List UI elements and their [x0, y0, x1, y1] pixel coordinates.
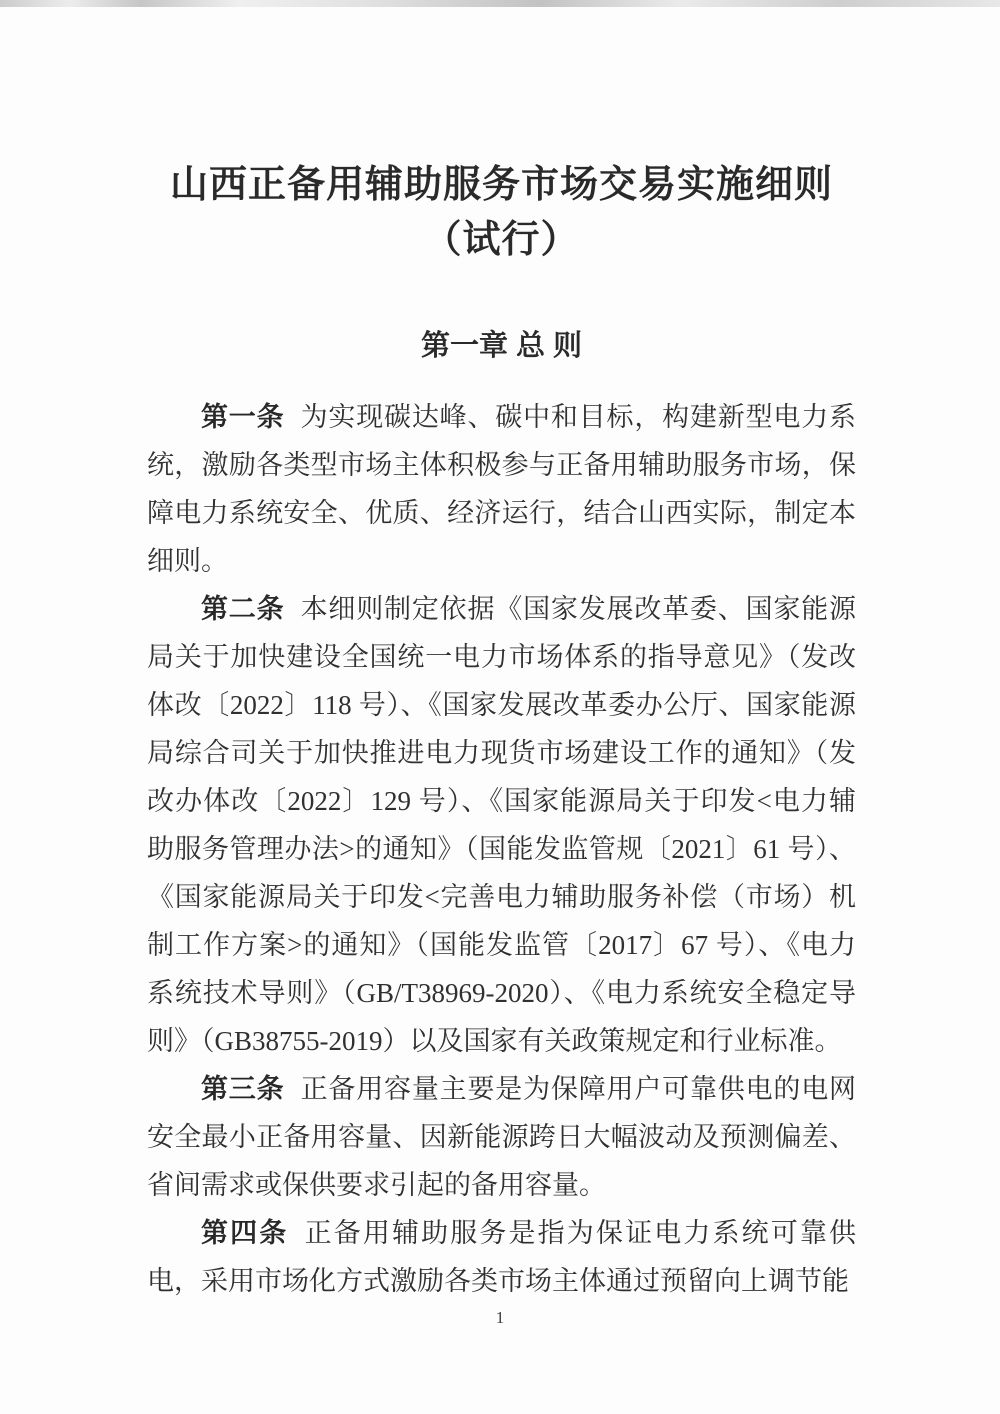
article-label-4: 第四条 — [201, 1218, 289, 1248]
chapter-heading: 第一章 总 则 — [420, 330, 583, 362]
article-text-1: 为实现碳达峰、碳中和目标，构建新型电力系统，激励各类型市场主体积极参与正备用辅助服务市场，保障电力系统安全、优质、经济运行，结合山西实际，制定本细则。 — [147, 402, 857, 576]
document-title-line1: 山西正备用辅助服务市场交易实施细则 — [169, 164, 833, 206]
article-text-4: 正备用辅助服务是指为保证电力系统可靠供电，采用市场化方式激励各类市场主体通过预留向上调节能 — [147, 1218, 857, 1296]
article-label-2: 第二条 — [201, 594, 285, 624]
article-text-3: 正备用容量主要是为保障用户可靠供电的电网安全最小正备用容量、因新能源跨日大幅波动及预测偏差、省间需求或保供要求引起的备用容量。 — [147, 1074, 857, 1200]
document-title — [147, 158, 856, 268]
article-paragraph-1 — [147, 393, 856, 585]
article-label-1: 第一条 — [201, 402, 285, 432]
document-page — [147, 0, 856, 1305]
article-text-2: 本细则制定依据《国家发展改革委、国家能源局关于加快建设全国统一电力市场体系的指导意见》（发改体改〔2022〕118 号）、《国家发展改革委办公厅、国家能源局综合司关于加快推进电力现货市场建设工作的通知》（发改办体改〔2022〕129 号）、《国家能源局关于印发<电力辅助服务管理办法>的通知》（国能发监管规〔2021〕61 号）、《国家能源局关于印发<完善电力辅助服务补偿（市场）机制工作方案>的通知》（国能发监管〔2017〕67 号）、《电力系统技术导则》（GB/T38969-2020）、《电力系统安全稳定导则》（GB38755-2019）以及国家有关政策规定和行业标准。 — [147, 594, 857, 1056]
article-paragraph-4 — [147, 1209, 856, 1305]
document-title-line2: （试行） — [423, 219, 580, 261]
article-paragraph-2 — [147, 585, 856, 1065]
document-body — [147, 393, 856, 1305]
page-number: 1 — [495, 1308, 505, 1327]
article-label-3: 第三条 — [201, 1074, 285, 1104]
article-paragraph-3 — [147, 1065, 856, 1209]
